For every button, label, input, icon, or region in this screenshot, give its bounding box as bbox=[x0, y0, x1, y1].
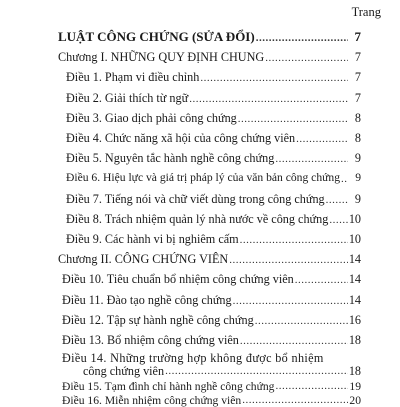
leader-dots bbox=[240, 234, 348, 247]
toc-article-15[interactable] bbox=[62, 380, 361, 393]
toc-chapter-2[interactable] bbox=[58, 251, 361, 267]
toc-article-1[interactable] bbox=[66, 69, 361, 85]
toc-entry-title: Điều 10. Tiêu chuẩn bổ nhiệm công chứng viên bbox=[62, 272, 294, 287]
toc-entry-page: 10 bbox=[348, 232, 361, 246]
leader-dots bbox=[165, 365, 348, 378]
toc-entry-page: 14 bbox=[348, 252, 361, 267]
toc-entry-title: Điều 9. Các hành vi bị nghiêm cấm bbox=[66, 232, 239, 246]
toc-law-title[interactable] bbox=[58, 29, 361, 45]
leader-dots bbox=[240, 335, 348, 348]
leader-dots bbox=[242, 394, 348, 407]
toc-entry-title: Điều 1. Phạm vi điều chỉnh bbox=[66, 70, 200, 85]
toc-article-6[interactable] bbox=[66, 170, 361, 186]
toc-entry-title: LUẬT CÔNG CHỨNG (SỬA ĐỔI) bbox=[58, 29, 255, 44]
leader-dots bbox=[200, 72, 348, 85]
toc-entry-page: 9 bbox=[355, 171, 361, 185]
toc-article-2[interactable] bbox=[66, 90, 361, 106]
leader-dots bbox=[326, 194, 348, 207]
toc-article-3[interactable] bbox=[66, 110, 361, 126]
toc-entry-page: 20 bbox=[349, 394, 361, 407]
toc-article-11[interactable] bbox=[62, 292, 361, 308]
leader-dots bbox=[238, 113, 348, 126]
leader-dots bbox=[295, 274, 348, 287]
toc-article-10[interactable] bbox=[62, 271, 361, 287]
toc-entry-page: 10 bbox=[348, 211, 361, 226]
toc-entry-page: 8 bbox=[354, 110, 361, 125]
toc-entry-page: 7 bbox=[354, 90, 361, 105]
toc-entry-page: 8 bbox=[354, 131, 361, 145]
toc-entry-page: 19 bbox=[349, 380, 361, 394]
toc-article-12[interactable] bbox=[62, 312, 361, 328]
toc-entry-title: Điều 4. Chức năng xã hội của công chứng viên bbox=[66, 131, 296, 145]
leader-dots bbox=[341, 173, 348, 186]
toc-entry-title: Điều 7. Tiếng nói và chữ viết dùng trong công chứng bbox=[66, 191, 325, 206]
toc-entry-page: 7 bbox=[354, 50, 361, 65]
toc-entry-page: 9 bbox=[354, 151, 361, 166]
toc-article-5[interactable] bbox=[66, 150, 361, 166]
leader-dots bbox=[233, 295, 348, 308]
leader-dots bbox=[296, 133, 348, 146]
toc-entry-title: Điều 3. Giao dịch phải công chứng bbox=[66, 110, 237, 125]
toc-entry-title-line1: Điều 14. Những trường hợp không được bổ nhiệm bbox=[62, 351, 324, 366]
page-column-header: Trang bbox=[351, 5, 381, 19]
toc-entry-title: Điều 2. Giải thích từ ngữ bbox=[66, 90, 189, 105]
toc-entry-page: 18 bbox=[348, 364, 361, 379]
leader-dots bbox=[229, 254, 348, 267]
toc-entry-title: Chương II. CÔNG CHỨNG VIÊN bbox=[58, 252, 229, 267]
toc-article-14-line2 bbox=[62, 365, 361, 378]
toc-entry-page: 18 bbox=[348, 333, 361, 347]
toc-entry-page: 7 bbox=[354, 29, 361, 44]
toc-entry-title: Điều 15. Tạm đình chỉ hành nghề công chứng bbox=[62, 380, 275, 394]
toc-entry-title: Điều 13. Bổ nhiệm công chứng viên bbox=[62, 333, 239, 347]
toc-entry-page: 14 bbox=[348, 272, 361, 287]
toc-entry-title: Điều 8. Trách nhiệm quản lý nhà nước về công chứng bbox=[66, 211, 329, 226]
leader-dots bbox=[255, 315, 348, 328]
leader-dots bbox=[189, 93, 348, 106]
toc-entry-page: 14 bbox=[348, 292, 361, 307]
toc-entry-page: 9 bbox=[354, 191, 361, 206]
toc-article-16[interactable] bbox=[62, 394, 361, 407]
toc-entry-title: Điều 5. Nguyên tắc hành nghề công chứng bbox=[66, 151, 275, 166]
toc-article-7[interactable] bbox=[66, 191, 361, 207]
toc-entry-title: Chương I. NHỮNG QUY ĐỊNH CHUNG bbox=[58, 50, 265, 65]
toc-article-8[interactable] bbox=[66, 211, 361, 227]
leader-dots bbox=[256, 32, 348, 45]
toc-entry-page: 16 bbox=[348, 312, 361, 327]
toc-article-13[interactable] bbox=[62, 332, 361, 348]
toc-entry-page: 7 bbox=[354, 70, 361, 85]
toc-chapter-1[interactable] bbox=[58, 49, 361, 65]
toc-entry-title: Điều 12. Tập sự hành nghề công chứng bbox=[62, 312, 254, 327]
leader-dots bbox=[275, 380, 348, 393]
toc-entry-title: Điều 16. Miễn nhiệm công chứng viên bbox=[62, 394, 242, 407]
toc-entry-title-line2: công chứng viên bbox=[83, 364, 165, 379]
leader-dots bbox=[275, 153, 348, 166]
toc-entry-title: Điều 6. Hiệu lực và giá trị pháp lý của văn bản công chứng bbox=[66, 171, 340, 185]
toc-entry-title: Điều 11. Đào tạo nghề công chứng bbox=[62, 292, 232, 307]
leader-dots bbox=[265, 52, 348, 65]
toc-article-9[interactable] bbox=[66, 231, 361, 247]
leader-dots bbox=[329, 214, 347, 227]
toc-article-4[interactable] bbox=[66, 130, 361, 146]
toc-article-14[interactable] bbox=[62, 352, 361, 378]
